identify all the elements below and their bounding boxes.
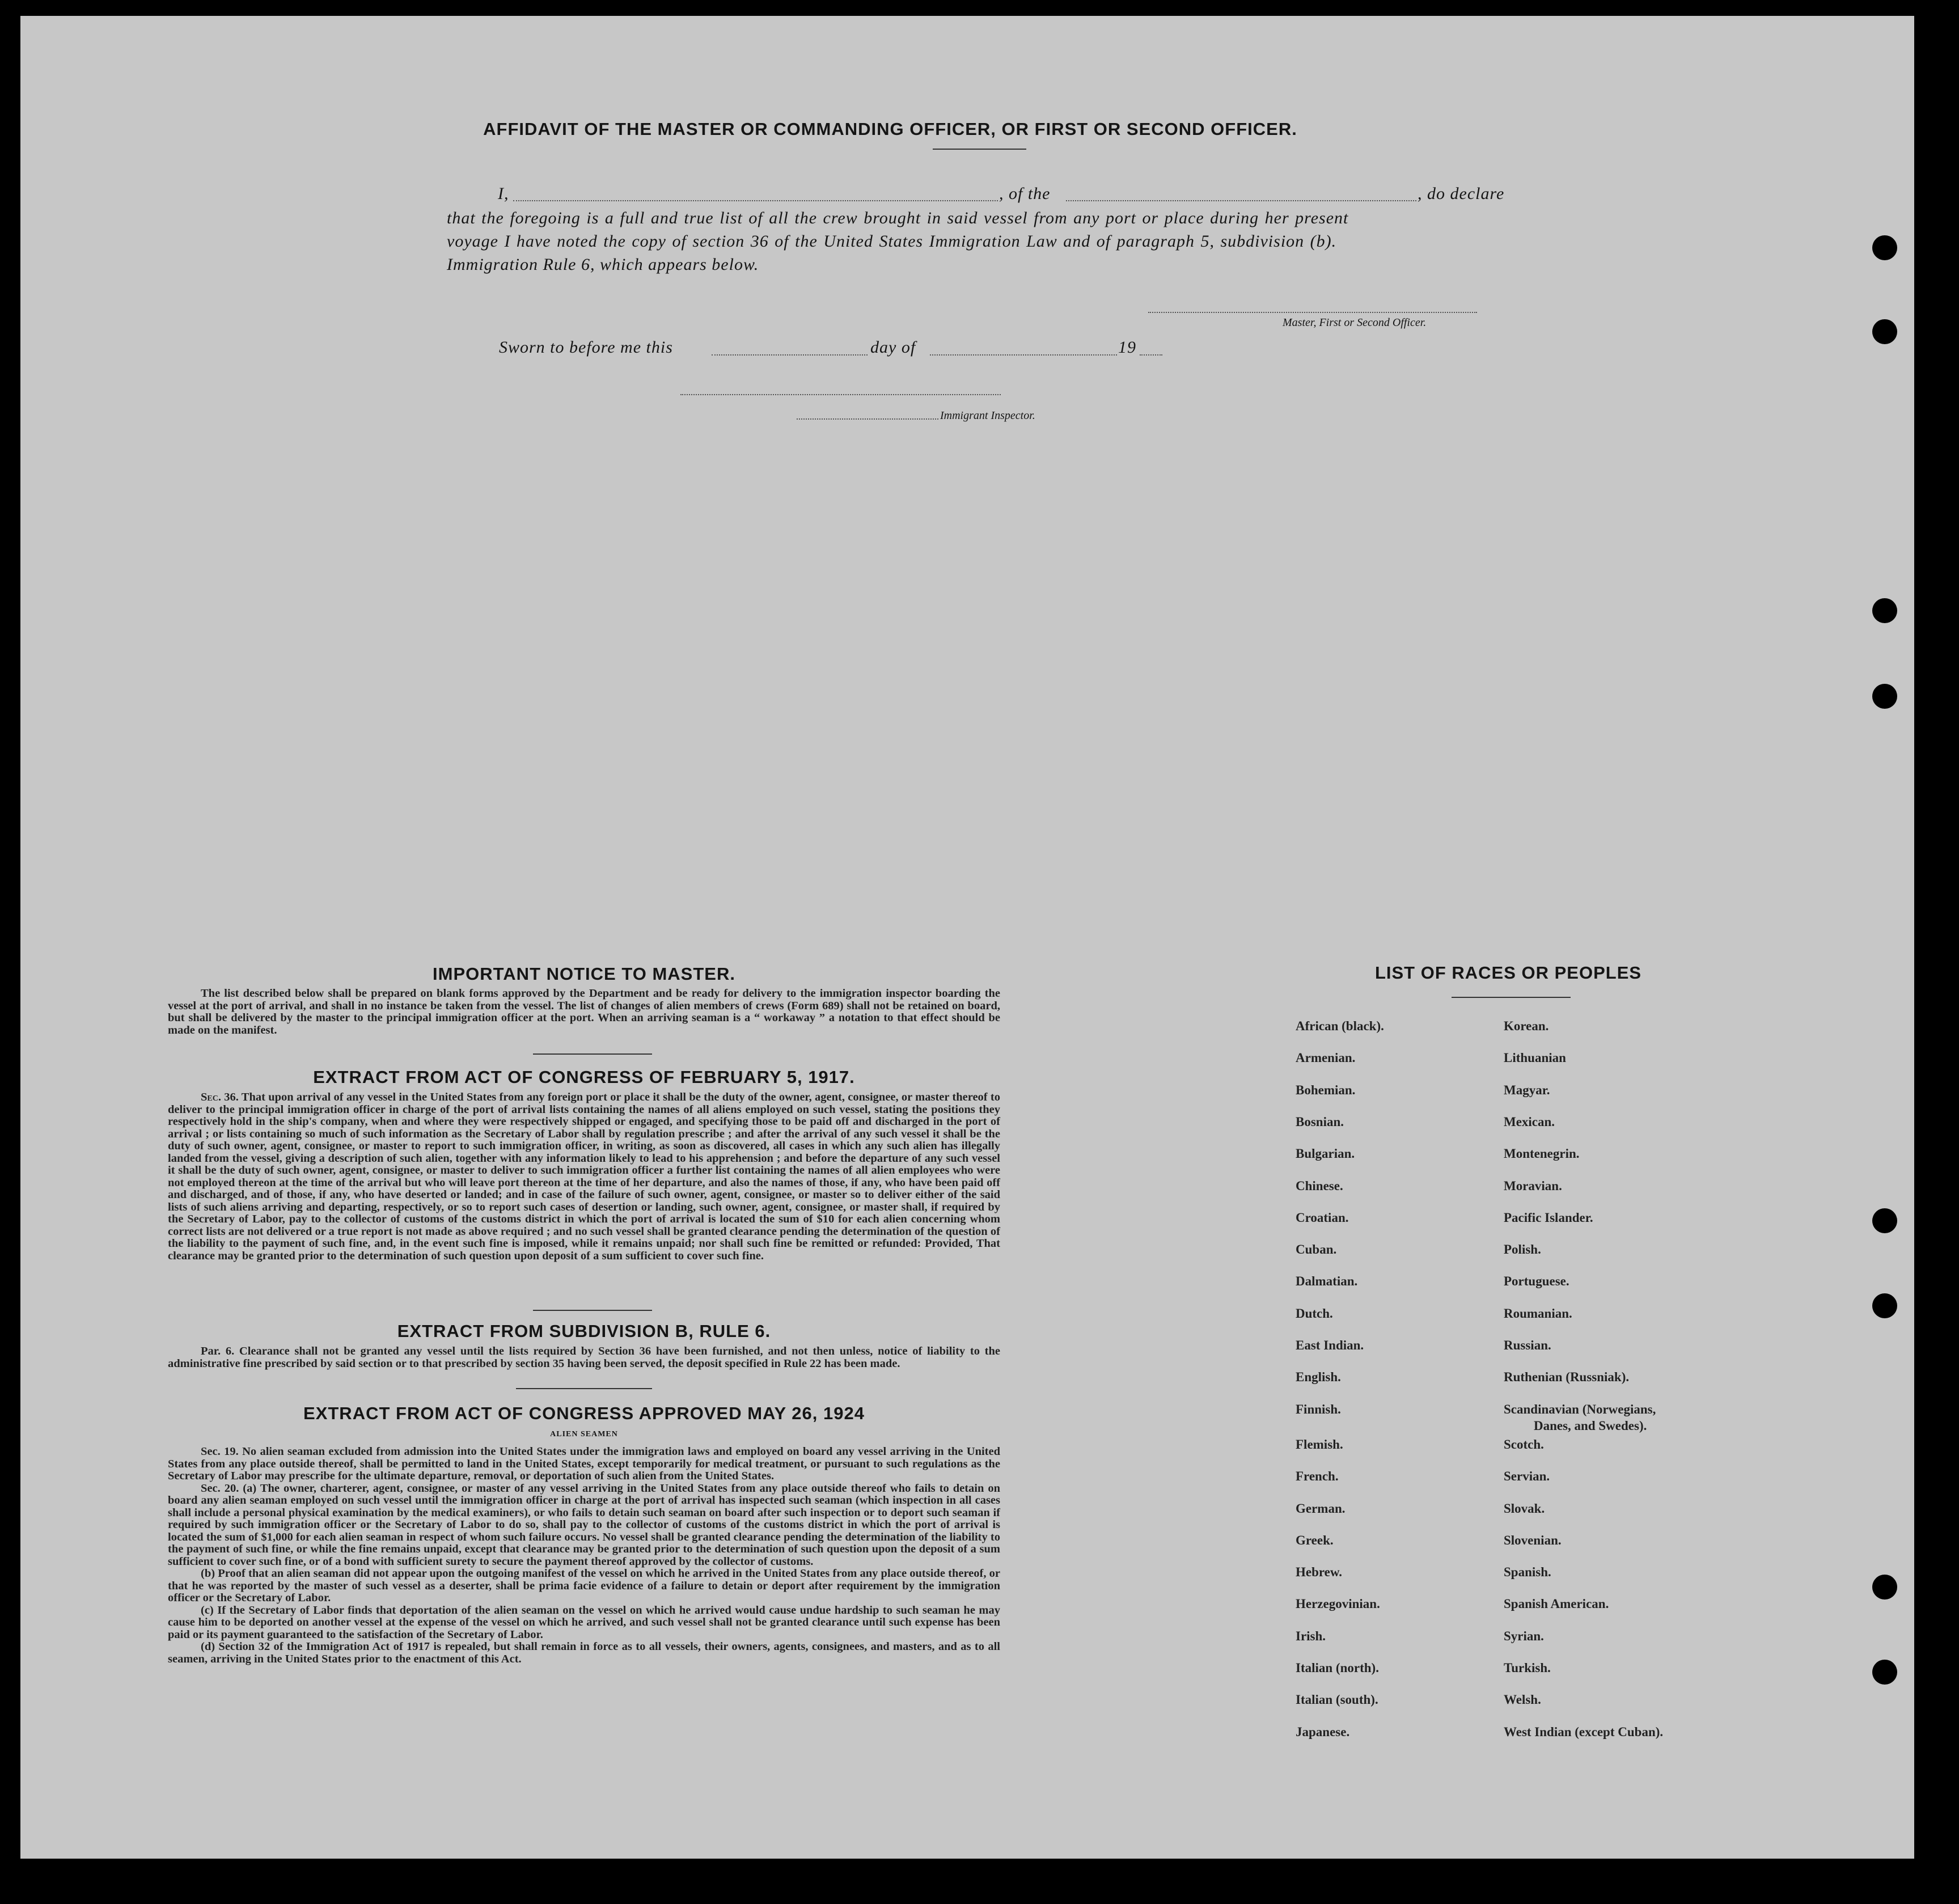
race-item: Montenegrin.	[1504, 1146, 1580, 1161]
affidavit-declare: , do declare	[1418, 184, 1505, 203]
race-item: Slovenian.	[1504, 1533, 1562, 1547]
races-title: LIST OF RACES OR PEOPLES	[1374, 963, 1642, 983]
inspector-signature-line[interactable]	[797, 418, 938, 420]
affidavit-line-2: that the foregoing is a full and true list of all the crew brought in said vessel from any port or place during her present	[447, 209, 1349, 227]
race-item: Flemish.	[1296, 1437, 1343, 1452]
race-item: Turkish.	[1504, 1661, 1551, 1675]
race-item: East Indian.	[1296, 1338, 1364, 1352]
affidavit-i: I,	[498, 184, 509, 203]
race-item: Ruthenian (Russniak).	[1504, 1370, 1630, 1385]
sworn-year-field[interactable]	[1140, 354, 1162, 356]
race-item: African (black).	[1296, 1019, 1384, 1033]
master-signature-caption: Master, First or Second Officer.	[1283, 316, 1427, 329]
race-item: Roumanian.	[1504, 1306, 1572, 1321]
punch-hole	[1872, 319, 1897, 344]
sec-36-label: Sec. 36.	[201, 1091, 239, 1103]
race-item: Welsh.	[1504, 1693, 1541, 1707]
extract-1917-title: EXTRACT FROM ACT OF CONGRESS OF FEBRUARY 5, 1917.	[313, 1067, 855, 1087]
sec-19-text: Sec. 19. No alien seaman excluded from admission into the United States under the immigration laws and employed on board any vessel arriving in the United States from any place outside thereof, shall be permitted to land in the United States, except temporarily for medical treatment, or pursuant to such regulations as the Secretary of Labor may prescribe for the ultimate departure, removal, or deportation of such alien from the United States.	[168, 1445, 1000, 1482]
race-item: West Indian (except Cuban).	[1504, 1724, 1664, 1739]
race-item: Mexican.	[1504, 1114, 1555, 1129]
extract-1917-body	[168, 1091, 1000, 1262]
race-item: Irish.	[1296, 1628, 1326, 1643]
affidavit-line-4: Immigration Rule 6, which appears below.	[447, 255, 759, 274]
race-item: Korean.	[1504, 1019, 1549, 1033]
race-item: Greek.	[1296, 1533, 1334, 1547]
punch-hole	[1872, 598, 1897, 623]
extract-rule6-body	[168, 1346, 1000, 1370]
punch-hole	[1872, 1208, 1897, 1233]
sec-20c-text: (c) If the Secretary of Labor finds that deportation of the alien seaman on the vessel on which he arrived would cause undue hardship to such seaman he may cause him to be deported on another vessel at the expense of the vessel on which he arrived, and such vessel shall not be granted clearance until such expense has been paid or its payment guaranteed to the satisfaction of the Secretary of Labor.	[168, 1603, 1000, 1641]
race-item: Bohemian.	[1296, 1082, 1356, 1097]
race-item: Chinese.	[1296, 1178, 1343, 1193]
sworn-month-field[interactable]	[930, 354, 1117, 356]
affidavit-title: AFFIDAVIT OF THE MASTER OR COMMANDING OFFICER, OR FIRST OR SECOND OFFICER.	[483, 119, 1297, 139]
alien-seamen-subtitle: ALIEN SEAMEN	[550, 1430, 618, 1438]
race-item: Slovak.	[1504, 1501, 1545, 1516]
punch-hole	[1872, 1575, 1897, 1600]
sworn-day-of: day of	[870, 338, 916, 357]
punch-hole	[1872, 1293, 1897, 1318]
race-item: English.	[1296, 1370, 1341, 1385]
race-item: Japanese.	[1296, 1724, 1350, 1739]
section-divider	[533, 1310, 652, 1311]
race-item: Herzegovinian.	[1296, 1597, 1380, 1611]
master-signature-line[interactable]	[1148, 312, 1477, 313]
race-item: Moravian.	[1504, 1178, 1562, 1193]
punch-hole	[1872, 235, 1897, 260]
affidavit-line-3: voyage I have noted the copy of section 36 of the United States Immigration Law and of paragraph 5, subdivision (b).	[447, 232, 1337, 251]
section-divider	[533, 1053, 652, 1055]
section-divider	[516, 1388, 652, 1389]
extract-1924-title: EXTRACT FROM ACT OF CONGRESS APPROVED MAY 26, 1924	[303, 1403, 865, 1423]
race-item: Polish.	[1504, 1242, 1541, 1257]
race-item: Italian (north).	[1296, 1661, 1379, 1675]
races-title-underline	[1452, 997, 1571, 998]
sec-20d-text: (d) Section 32 of the Immigration Act of 1917 is repealed, but shall remain in force as to all vessels, their owners, agents, consignees, and masters, and as to all seamen, arriving in the United States prior to the enactment of this Act.	[168, 1640, 1000, 1665]
sworn-prefix: Sworn to before me this	[499, 338, 673, 357]
sec-20b-text: (b) Proof that an alien seaman did not appear upon the outgoing manifest of the vessel on which he arrived in the United States from any place outside thereof, or that he was reported by the master of such vessel as a deserter, shall be prima facie evidence of a failure to detain or deport after requirement by the immigration officer or the Secretary of Labor.	[168, 1567, 1000, 1604]
race-item: Spanish American.	[1504, 1597, 1609, 1611]
race-item: Portuguese.	[1504, 1274, 1569, 1289]
race-item: Magyar.	[1504, 1082, 1550, 1097]
race-item: Bosnian.	[1296, 1114, 1344, 1129]
sworn-day-field[interactable]	[712, 354, 868, 356]
race-item: Pacific Islander.	[1504, 1210, 1593, 1225]
notice-title: IMPORTANT NOTICE TO MASTER.	[433, 964, 735, 984]
race-item: Croatian.	[1296, 1210, 1349, 1225]
race-item: Syrian.	[1504, 1628, 1544, 1643]
punch-hole	[1872, 1660, 1897, 1685]
inspector-caption: Immigrant Inspector.	[940, 409, 1035, 422]
sworn-year: 19	[1118, 338, 1136, 357]
race-item: Scotch.	[1504, 1437, 1544, 1452]
race-item: Danes, and Swedes).	[1534, 1419, 1647, 1433]
race-item: Hebrew.	[1296, 1565, 1342, 1580]
extract-1924-body	[168, 1446, 1000, 1665]
race-item: French.	[1296, 1469, 1339, 1484]
race-item: Bulgarian.	[1296, 1146, 1355, 1161]
race-item: Armenian.	[1296, 1051, 1356, 1065]
race-item: Italian (south).	[1296, 1693, 1378, 1707]
master-name-field[interactable]	[513, 200, 998, 201]
notice-body	[168, 988, 1000, 1036]
punch-hole	[1872, 684, 1897, 709]
extract-rule6-title: EXTRACT FROM SUBDIVISION B, RULE 6.	[397, 1321, 771, 1341]
witness-line[interactable]	[680, 394, 1001, 395]
race-item: Russian.	[1504, 1338, 1551, 1352]
race-item: Dutch.	[1296, 1306, 1333, 1321]
race-item: German.	[1296, 1501, 1346, 1516]
affidavit-of-the: , of the	[999, 184, 1051, 203]
par-6-text: Par. 6. Clearance shall not be granted any vessel until the lists required by Section 36 have been furnished, and not then unless, notice of liability to the administrative fine prescribed by said section or to that prescribed by section 35 having been served, the deposit specified in Rule 22 has been made.	[168, 1345, 1000, 1370]
race-item: Scandinavian (Norwegians,	[1504, 1402, 1656, 1416]
race-item: Cuban.	[1296, 1242, 1337, 1257]
race-item: Finnish.	[1296, 1402, 1341, 1416]
race-item: Spanish.	[1504, 1565, 1551, 1580]
sec-20a-text: Sec. 20. (a) The owner, charterer, agent, consignee, or master of any vessel arriving in the United States from any place outside thereof who fails to detain on board any alien seaman employed on such vessel until the immigration officer in charge at the port of arrival has inspected such seaman (which inspection in all cases shall include a personal physical examination by the medical examiners), or who fails to detain such seaman on board after such inspection or to deport such seaman if required by such immigration officer or the Secretary of Labor to do so, shall pay to the collector of customs of the customs district in which the port of arrival is located the sum of $1,000 for each alien seaman in respect of whom such failure occurs. No vessel shall be granted clearance pending the determination of the liability to the payment of such fine, or while the fine remains unpaid, except that clearance may be granted prior to the determination of such question upon the deposit of a sum sufficient to cover such fine, or of a bond with sufficient surety to secure the payment thereof approved by the collector of customs.	[168, 1482, 1000, 1568]
race-item: Servian.	[1504, 1469, 1550, 1484]
title-underline	[933, 149, 1026, 150]
vessel-name-field[interactable]	[1066, 200, 1416, 201]
race-item: Lithuanian	[1504, 1051, 1566, 1065]
sec-36-text: That upon arrival of any vessel in the United States from any foreign port or place it shall be the duty of the owner, agent, consignee, or master thereof to deliver to the principal immigration officer in charge of the port of arrival lists containing the names of all aliens employed on such vessel, stating the positions they respectively hold in the ship's company, when and where they were respectively shipped or engaged, and specifying those to be paid off and discharged in the port of arrival ; or lists containing so much of such information as the Secretary of Labor shall by regulation prescribe ; and after the arrival of any such vessel it shall be the duty of such owner, agent, consignee, or master to report to such immigration officer, in writing, as soon as discovered, all cases in which any such alien has illegally landed from the vessel, giving a description of such alien, together with any information likely to lead to his apprehension ; and before the departure of any such vessel it shall be the duty of such owner, agent, consignee, or master to deliver to such immigration officer a further list containing the names of all alien employees who were not employed thereon at the time of the arrival but who will leave port thereon at the time of her departure, and also the names of those, if any, who have been paid off and discharged, and of those, if any, who have deserted or landed; and in case of the failure of such owner, agent, consignee, or master so to deliver either of the said lists of such aliens arriving and departing, respectively, or so to report such cases of desertion or landing, such owner, agent, consignee, or master shall, if required by the Secretary of Labor, pay to the collector of customs of the customs district in which the port of arrival is located the sum of $10 for each alien concerning whom correct lists are not delivered or a true report is not made as above required ; and no such vessel shall be granted clearance pending the determination of the question of the liability to the payment of such fine, and, in the event such fine is imposed, while it remains unpaid; nor shall such fine be remitted or refunded: Provided, That clearance may be granted prior to the determination of such question upon deposit of a sum sufficient to cover such fine.	[168, 1091, 1000, 1262]
notice-text: The list described below shall be prepared on blank forms approved by the Department and be ready for delivery to the immigration inspector boarding the vessel at the port of arrival, and shall in no instance be taken from the vessel. The list of changes of alien members of crews (Form 689) shall not be retained on board, but shall be delivered by the master to the principal immigration officer at the port. When an arriving seaman is a “ workaway ” a notation to that effect should be made on the manifest.	[168, 987, 1000, 1036]
race-item: Dalmatian.	[1296, 1274, 1358, 1289]
